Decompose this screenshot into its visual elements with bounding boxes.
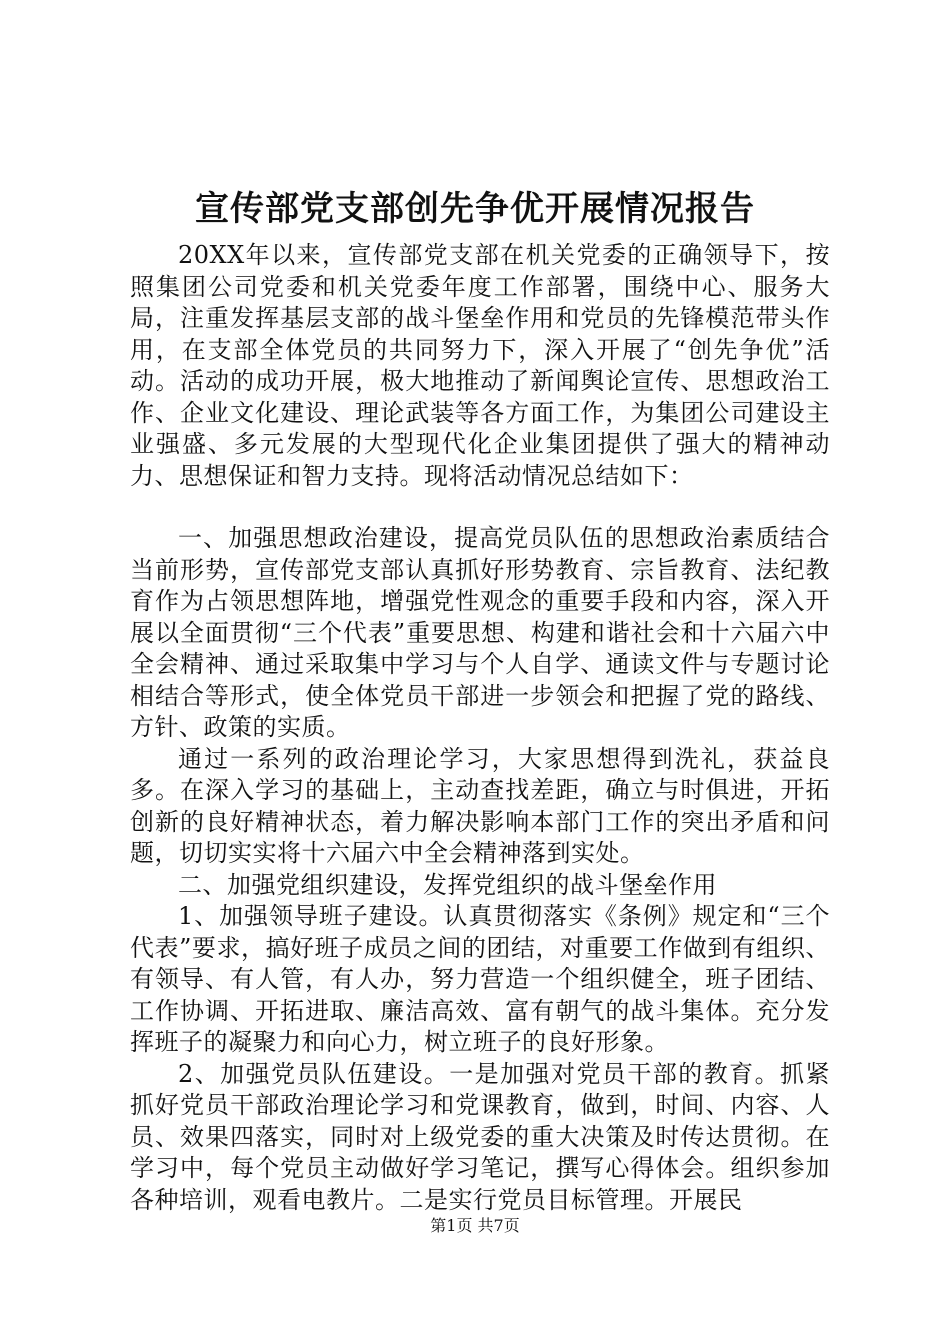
paragraph-section-two-heading: 二、加强党组织建设，发挥党组织的战斗堡垒作用 — [178, 870, 717, 899]
document-title: 宣传部党支部创先争优开展情况报告 — [195, 189, 755, 229]
paragraph-member-team: 2、加强党员队伍建设。一是加强对党员干部的教育。抓紧抓好党员干部政治理论学习和党课教育，做到，时间、内容、人员、效果四落实，同时对上级党委的重大决策及时传达贯彻。在学习中，每个党员主动做好学习笔记，撰写心得体会。组织参加各种培训，观看电教片。二是实行党员目标管理。开展民 — [130, 1059, 830, 1214]
paragraph-spacer — [130, 492, 830, 523]
page-number-footer: 第1页 共7页 — [430, 1216, 520, 1235]
paragraph-section-one: 一、加强思想政治建设，提高党员队伍的思想政治素质结合当前形势，宣传部党支部认真抓好形势教育、宗旨教育、法纪教育作为占领思想阵地，增强党性观念的重要手段和内容，深入开展以全面贯彻“三个代表”重要思想、构建和谐社会和十六届六中全会精神、通过采取集中学习与个人自学、通读文件与专题讨论相结合等形式，使全体党员干部进一步领会和把握了党的路线、方针、政策的实质。 — [130, 524, 830, 741]
paragraph-intro: 20XX年以来，宣传部党支部在机关党委的正确领导下，按照集团公司党委和机关党委年度工作部署，围绕中心、服务大局，注重发挥基层支部的战斗堡垒作用和党员的先锋模范带头作用，在支部全体党员的共同努力下，深入开展了“创先争优”活动。活动的成功开展，极大地推动了新闻舆论宣传、思想政治工作、企业文化建设、理论武装等各方面工作，为集团公司建设主业强盛、多元发展的大型现代化企业集团提供了强大的精神动力、思想保证和智力支持。现将活动情况总结如下： — [130, 241, 830, 490]
paragraph-leadership: 1、加强领导班子建设。认真贯彻落实《条例》规定和“三个代表”要求，搞好班子成员之间的团结，对重要工作做到有组织、有领导、有人管，有人办，努力营造一个组织健全，班子团结、工作协调、开拓进取、廉洁高效、富有朝气的战斗集体。充分发挥班子的凝聚力和向心力，树立班子的良好形象。 — [130, 902, 830, 1056]
paragraph-study-results: 通过一系列的政治理论学习，大家思想得到洗礼，获益良多。在深入学习的基础上，主动查找差距，确立与时俱进，开拓创新的良好精神状态，着力解决影响本部门工作的突出矛盾和问题，切切实实将十六届六中全会精神落到实处。 — [130, 744, 830, 867]
document-body — [130, 240, 830, 1216]
